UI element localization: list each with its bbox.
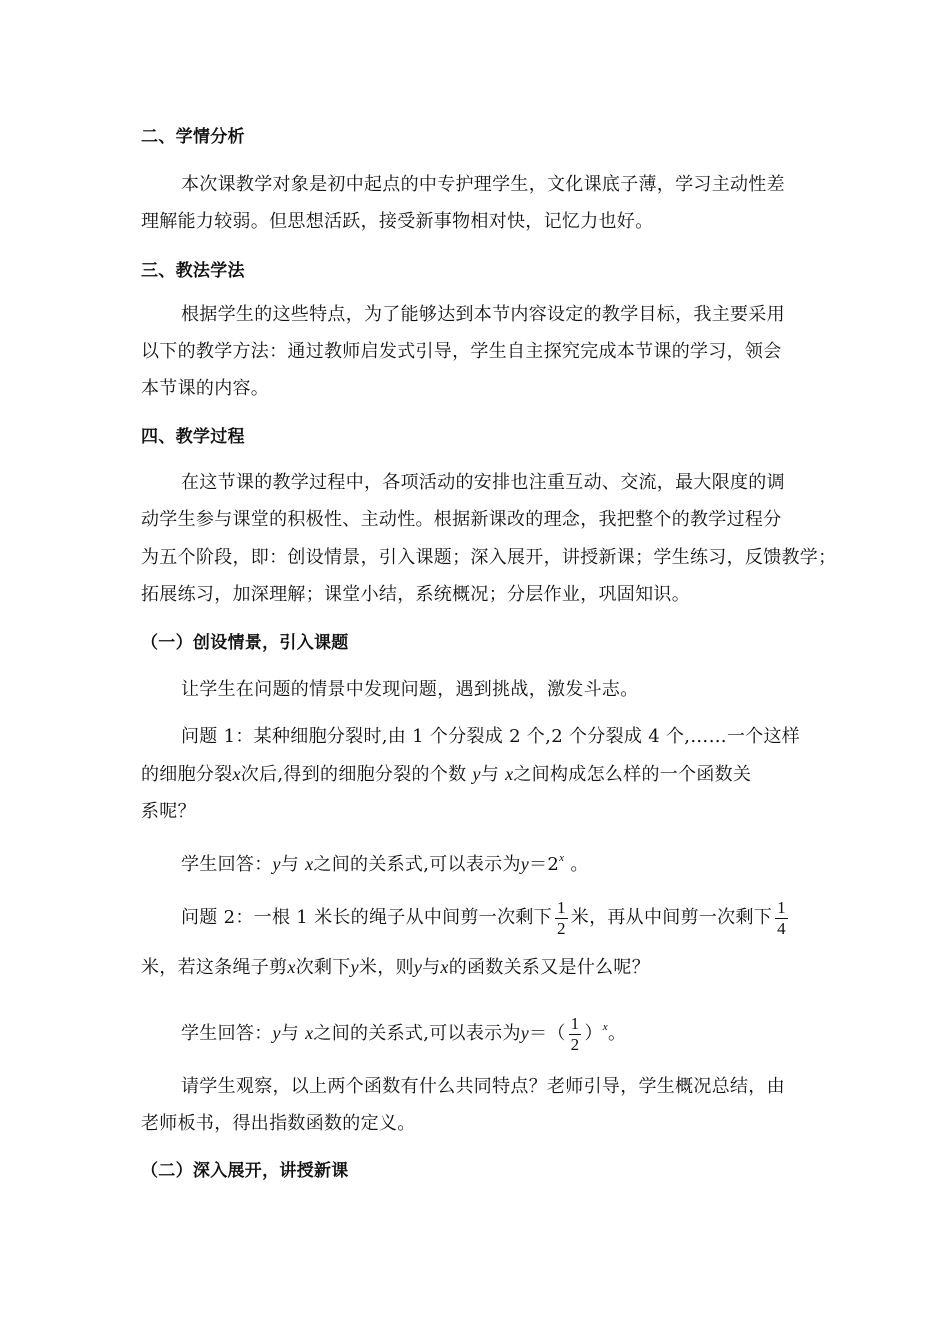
question-2-line: 米，若这条绳子剪x次剩下y米，则y与x的函数关系又是什么呢？ xyxy=(141,957,651,978)
paragraph-line: 为五个阶段，即：创设情景，引入课题；深入展开，讲授新课；学生练习，反馈教学； xyxy=(141,547,837,568)
subsection-heading-scenario: （一）创设情景，引入课题 xyxy=(141,633,349,653)
paragraph-line: 本次课教学对象是初中起点的中专护理学生，文化课底子薄，学习主动性差 xyxy=(181,174,785,195)
fraction-one-quarter: $\frac{1}{4}$ xyxy=(777,897,786,938)
paragraph-line: 让学生在问题的情景中发现问题，遇到挑战，激发斗志。 xyxy=(181,679,639,700)
answer-1-formula: 学生回答：y与 x之间的关系式,可以表示为$y=2^x$ 。 xyxy=(181,852,589,875)
answer-2-formula: 学生回答：y与 x之间的关系式,可以表示为y＝（ $\frac{1}{2}$ ）$^x$。 xyxy=(181,1013,627,1054)
section-heading-learning-analysis: 二、学情分析 xyxy=(141,127,245,147)
paragraph-line: 在这节课的教学过程中，各项活动的安排也注重互动、交流，最大限度的调 xyxy=(181,472,785,493)
paragraph-line: 理解能力较弱。但思想活跃，接受新事物相对快，记忆力也好。 xyxy=(141,211,654,232)
question-2-line: 问题 2：一根 1 米长的绳子从中间剪一次剩下 $\frac{1}{2}$ 米，再从中间剪一次剩下 $\frac{1}{4}$ xyxy=(181,897,786,938)
question-1-line: 问题 1：某种细胞分裂时,由 1 个分裂成 2 个,2 个分裂成 4 个,……一个这样 xyxy=(181,726,801,747)
paragraph-line: 老师板书，得出指数函数的定义。 xyxy=(141,1113,416,1134)
paragraph-line: 本节课的内容。 xyxy=(141,378,270,399)
paragraph-line: 拓展练习，加深理解；课堂小结，系统概况；分层作业，巩固知识。 xyxy=(141,584,690,605)
paragraph-line: 以下的教学方法：通过教师启发式引导，学生自主探究完成本节课的学习，领会 xyxy=(141,341,782,362)
question-1-line: 系呢？ xyxy=(141,801,196,822)
paragraph-line: 根据学生的这些特点，为了能够达到本节内容设定的教学目标，我主要采用 xyxy=(181,304,785,325)
section-heading-teaching-method: 三、教法学法 xyxy=(141,261,245,281)
paragraph-line: 请学生观察，以上两个函数有什么共同特点？老师引导，学生概况总结，由 xyxy=(181,1076,785,1097)
fraction-one-half: $\frac{1}{2}$ xyxy=(556,897,566,938)
paragraph-line: 动学生参与课堂的积极性、主动性。根据新课改的理念，我把整个的教学过程分 xyxy=(141,509,782,530)
question-1-line: 的细胞分裂x次后,得到的细胞分裂的个数 y与 x之间构成怎么样的一个函数关 xyxy=(141,764,752,785)
fraction-one-half: $\frac{1}{2}$ xyxy=(570,1013,580,1054)
subsection-heading-new-lesson: （二）深入展开，讲授新课 xyxy=(141,1161,349,1181)
section-heading-teaching-process: 四、教学过程 xyxy=(141,427,245,447)
